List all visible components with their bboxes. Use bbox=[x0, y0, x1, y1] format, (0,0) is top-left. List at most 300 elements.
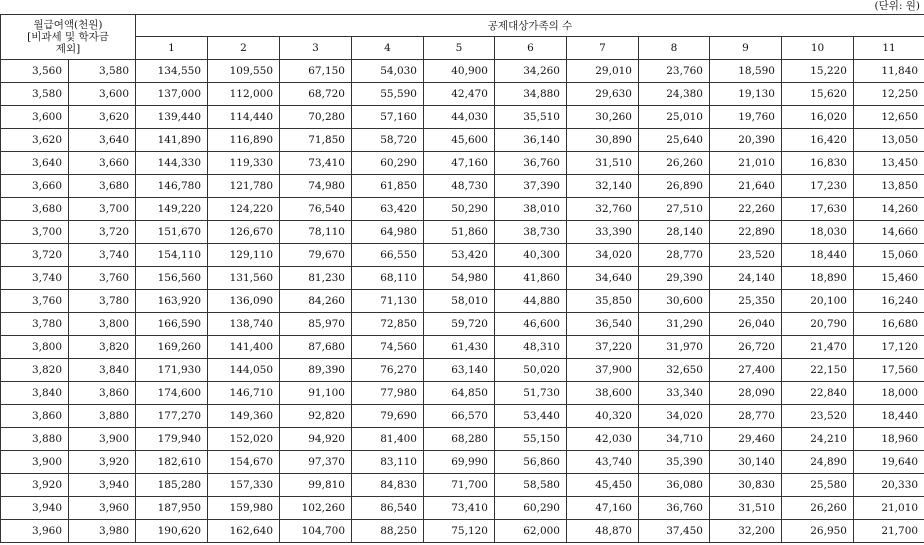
salary-to-cell: 3,700 bbox=[69, 198, 136, 221]
tax-amount-cell: 119,330 bbox=[208, 152, 280, 175]
tax-amount-cell: 22,890 bbox=[710, 221, 782, 244]
tax-amount-cell: 63,420 bbox=[352, 198, 424, 221]
tax-amount-cell: 16,020 bbox=[782, 106, 854, 129]
tax-amount-cell: 36,080 bbox=[639, 474, 710, 497]
tax-amount-cell: 86,540 bbox=[352, 497, 424, 520]
tax-amount-cell: 36,540 bbox=[567, 313, 639, 336]
salary-to-cell: 3,720 bbox=[69, 221, 136, 244]
tax-amount-cell: 187,950 bbox=[136, 497, 208, 520]
tax-amount-cell: 141,890 bbox=[136, 129, 208, 152]
salary-from-cell: 3,620 bbox=[1, 129, 69, 152]
tax-amount-cell: 144,050 bbox=[208, 359, 280, 382]
salary-from-cell: 3,700 bbox=[1, 221, 69, 244]
tax-amount-cell: 31,510 bbox=[710, 497, 782, 520]
tax-amount-cell: 30,890 bbox=[567, 129, 639, 152]
tax-amount-cell: 76,540 bbox=[280, 198, 352, 221]
tax-amount-cell: 34,880 bbox=[495, 83, 567, 106]
tax-amount-cell: 36,760 bbox=[639, 497, 710, 520]
tax-amount-cell: 91,100 bbox=[280, 382, 352, 405]
tax-amount-cell: 114,440 bbox=[208, 106, 280, 129]
salary-to-cell: 3,980 bbox=[69, 520, 136, 543]
tax-amount-cell: 116,890 bbox=[208, 129, 280, 152]
tax-amount-cell: 177,270 bbox=[136, 405, 208, 428]
salary-from-cell: 3,580 bbox=[1, 83, 69, 106]
tax-amount-cell: 38,600 bbox=[567, 382, 639, 405]
tax-amount-cell: 70,280 bbox=[280, 106, 352, 129]
tax-amount-cell: 18,030 bbox=[782, 221, 854, 244]
tax-amount-cell: 144,330 bbox=[136, 152, 208, 175]
tax-amount-cell: 24,210 bbox=[782, 428, 854, 451]
tax-amount-cell: 42,470 bbox=[424, 83, 495, 106]
tax-amount-cell: 35,850 bbox=[567, 290, 639, 313]
tax-amount-cell: 34,020 bbox=[567, 244, 639, 267]
salary-to-cell: 3,740 bbox=[69, 244, 136, 267]
tax-amount-cell: 12,650 bbox=[854, 106, 924, 129]
tax-amount-cell: 24,140 bbox=[710, 267, 782, 290]
tax-amount-cell: 67,150 bbox=[280, 60, 352, 83]
table-row bbox=[1, 175, 924, 198]
unit-label: (단위: 원) bbox=[874, 0, 920, 12]
tax-amount-cell: 28,770 bbox=[710, 405, 782, 428]
tax-amount-cell: 72,850 bbox=[352, 313, 424, 336]
salary-to-cell: 3,580 bbox=[69, 60, 136, 83]
tax-amount-cell: 61,850 bbox=[352, 175, 424, 198]
salary-to-cell: 3,940 bbox=[69, 474, 136, 497]
salary-from-cell: 3,920 bbox=[1, 474, 69, 497]
salary-to-cell: 3,800 bbox=[69, 313, 136, 336]
tax-amount-cell: 55,150 bbox=[495, 428, 567, 451]
tax-amount-cell: 32,140 bbox=[567, 175, 639, 198]
tax-amount-cell: 63,140 bbox=[424, 359, 495, 382]
table-row bbox=[1, 336, 924, 359]
salary-to-cell: 3,840 bbox=[69, 359, 136, 382]
salary-to-cell: 3,920 bbox=[69, 451, 136, 474]
tax-amount-cell: 151,670 bbox=[136, 221, 208, 244]
tax-amount-cell: 26,260 bbox=[639, 152, 710, 175]
tax-amount-cell: 26,260 bbox=[782, 497, 854, 520]
tax-amount-cell: 104,700 bbox=[280, 520, 352, 543]
tax-amount-cell: 34,710 bbox=[639, 428, 710, 451]
tax-amount-cell: 15,460 bbox=[854, 267, 924, 290]
salary-from-cell: 3,840 bbox=[1, 382, 69, 405]
tax-amount-cell: 149,360 bbox=[208, 405, 280, 428]
tax-amount-cell: 16,420 bbox=[782, 129, 854, 152]
tax-amount-cell: 77,980 bbox=[352, 382, 424, 405]
salary-from-cell: 3,740 bbox=[1, 267, 69, 290]
tax-amount-cell: 21,470 bbox=[782, 336, 854, 359]
salary-from-cell: 3,600 bbox=[1, 106, 69, 129]
tax-amount-cell: 76,270 bbox=[352, 359, 424, 382]
salary-from-cell: 3,800 bbox=[1, 336, 69, 359]
tax-amount-cell: 48,310 bbox=[495, 336, 567, 359]
tax-amount-cell: 149,220 bbox=[136, 198, 208, 221]
tax-amount-cell: 131,560 bbox=[208, 267, 280, 290]
table-row bbox=[1, 198, 924, 221]
tax-amount-cell: 138,740 bbox=[208, 313, 280, 336]
tax-amount-cell: 16,830 bbox=[782, 152, 854, 175]
tax-amount-cell: 73,410 bbox=[424, 497, 495, 520]
salary-from-cell: 3,940 bbox=[1, 497, 69, 520]
table-row bbox=[1, 520, 924, 543]
tax-amount-cell: 44,880 bbox=[495, 290, 567, 313]
tax-amount-cell: 92,820 bbox=[280, 405, 352, 428]
tax-amount-cell: 31,510 bbox=[567, 152, 639, 175]
tax-amount-cell: 60,290 bbox=[495, 497, 567, 520]
tax-amount-cell: 40,300 bbox=[495, 244, 567, 267]
salary-from-cell: 3,900 bbox=[1, 451, 69, 474]
tax-amount-cell: 37,450 bbox=[639, 520, 710, 543]
tax-amount-cell: 64,850 bbox=[424, 382, 495, 405]
tax-amount-cell: 66,570 bbox=[424, 405, 495, 428]
salary-from-cell: 3,960 bbox=[1, 520, 69, 543]
salary-to-cell: 3,660 bbox=[69, 152, 136, 175]
dependents-count-header: 4 bbox=[352, 37, 424, 60]
salary-range-header bbox=[1, 15, 136, 60]
tax-amount-cell: 68,280 bbox=[424, 428, 495, 451]
tax-amount-cell: 21,640 bbox=[710, 175, 782, 198]
tax-amount-cell: 18,440 bbox=[854, 405, 924, 428]
tax-amount-cell: 32,200 bbox=[710, 520, 782, 543]
salary-to-cell: 3,680 bbox=[69, 175, 136, 198]
tax-amount-cell: 85,970 bbox=[280, 313, 352, 336]
tax-amount-cell: 37,390 bbox=[495, 175, 567, 198]
tax-amount-cell: 19,760 bbox=[710, 106, 782, 129]
tax-amount-cell: 53,420 bbox=[424, 244, 495, 267]
tax-amount-cell: 21,700 bbox=[854, 520, 924, 543]
tax-amount-cell: 59,720 bbox=[424, 313, 495, 336]
tax-amount-cell: 74,980 bbox=[280, 175, 352, 198]
tax-amount-cell: 11,840 bbox=[854, 60, 924, 83]
tax-amount-cell: 31,970 bbox=[639, 336, 710, 359]
tax-amount-cell: 124,220 bbox=[208, 198, 280, 221]
tax-amount-cell: 37,900 bbox=[567, 359, 639, 382]
table-row bbox=[1, 313, 924, 336]
tax-amount-cell: 33,390 bbox=[567, 221, 639, 244]
tax-amount-cell: 112,000 bbox=[208, 83, 280, 106]
tax-amount-cell: 25,350 bbox=[710, 290, 782, 313]
tax-amount-cell: 26,720 bbox=[710, 336, 782, 359]
tax-amount-cell: 18,000 bbox=[854, 382, 924, 405]
tax-amount-cell: 31,290 bbox=[639, 313, 710, 336]
tax-amount-cell: 58,010 bbox=[424, 290, 495, 313]
dependents-header: 공제대상가족의 수 bbox=[136, 15, 924, 37]
tax-amount-cell: 18,590 bbox=[710, 60, 782, 83]
tax-amount-cell: 19,130 bbox=[710, 83, 782, 106]
salary-head-line: [비과세 및 학자금 bbox=[27, 31, 109, 43]
tax-amount-cell: 55,590 bbox=[352, 83, 424, 106]
tax-amount-cell: 54,980 bbox=[424, 267, 495, 290]
tax-amount-cell: 40,320 bbox=[567, 405, 639, 428]
tax-amount-cell: 73,410 bbox=[280, 152, 352, 175]
salary-from-cell: 3,660 bbox=[1, 175, 69, 198]
salary-from-cell: 3,760 bbox=[1, 290, 69, 313]
tax-amount-cell: 109,550 bbox=[208, 60, 280, 83]
tax-amount-cell: 50,290 bbox=[424, 198, 495, 221]
salary-to-cell: 3,820 bbox=[69, 336, 136, 359]
tax-amount-cell: 60,290 bbox=[352, 152, 424, 175]
tax-amount-cell: 53,440 bbox=[495, 405, 567, 428]
tax-amount-cell: 26,890 bbox=[639, 175, 710, 198]
tax-amount-cell: 42,030 bbox=[567, 428, 639, 451]
tax-amount-cell: 34,260 bbox=[495, 60, 567, 83]
salary-from-cell: 3,640 bbox=[1, 152, 69, 175]
tax-amount-cell: 62,000 bbox=[495, 520, 567, 543]
salary-to-cell: 3,640 bbox=[69, 129, 136, 152]
tax-amount-cell: 32,760 bbox=[567, 198, 639, 221]
table-row bbox=[1, 428, 924, 451]
tax-amount-cell: 156,560 bbox=[136, 267, 208, 290]
tax-amount-cell: 22,260 bbox=[710, 198, 782, 221]
salary-from-cell: 3,860 bbox=[1, 405, 69, 428]
tax-amount-cell: 17,120 bbox=[854, 336, 924, 359]
tax-amount-cell: 20,790 bbox=[782, 313, 854, 336]
tax-amount-cell: 23,520 bbox=[710, 244, 782, 267]
tax-amount-cell: 20,330 bbox=[854, 474, 924, 497]
tax-amount-cell: 64,980 bbox=[352, 221, 424, 244]
tax-amount-cell: 16,240 bbox=[854, 290, 924, 313]
tax-amount-cell: 15,620 bbox=[782, 83, 854, 106]
table-row bbox=[1, 451, 924, 474]
tax-amount-cell: 29,390 bbox=[639, 267, 710, 290]
tax-amount-cell: 171,930 bbox=[136, 359, 208, 382]
tax-amount-cell: 146,780 bbox=[136, 175, 208, 198]
tax-amount-cell: 137,000 bbox=[136, 83, 208, 106]
salary-from-cell: 3,780 bbox=[1, 313, 69, 336]
tax-amount-cell: 146,710 bbox=[208, 382, 280, 405]
tax-amount-cell: 87,680 bbox=[280, 336, 352, 359]
tax-amount-cell: 34,020 bbox=[639, 405, 710, 428]
tax-amount-cell: 19,640 bbox=[854, 451, 924, 474]
tax-amount-cell: 30,140 bbox=[710, 451, 782, 474]
salary-to-cell: 3,760 bbox=[69, 267, 136, 290]
tax-amount-cell: 81,230 bbox=[280, 267, 352, 290]
dependents-count-header: 10 bbox=[782, 37, 854, 60]
salary-to-cell: 3,900 bbox=[69, 428, 136, 451]
salary-head-line: 제외] bbox=[55, 43, 81, 55]
tax-amount-cell: 20,390 bbox=[710, 129, 782, 152]
salary-to-cell: 3,860 bbox=[69, 382, 136, 405]
salary-from-cell: 3,680 bbox=[1, 198, 69, 221]
table-row bbox=[1, 152, 924, 175]
tax-amount-cell: 162,640 bbox=[208, 520, 280, 543]
tax-amount-cell: 13,450 bbox=[854, 152, 924, 175]
salary-to-cell: 3,780 bbox=[69, 290, 136, 313]
tax-amount-cell: 28,140 bbox=[639, 221, 710, 244]
tax-amount-cell: 56,860 bbox=[495, 451, 567, 474]
tax-amount-cell: 26,040 bbox=[710, 313, 782, 336]
tax-amount-cell: 154,670 bbox=[208, 451, 280, 474]
dependents-count-header: 6 bbox=[495, 37, 567, 60]
tax-amount-cell: 81,400 bbox=[352, 428, 424, 451]
tax-amount-cell: 71,850 bbox=[280, 129, 352, 152]
table-row bbox=[1, 474, 924, 497]
tax-amount-cell: 136,090 bbox=[208, 290, 280, 313]
salary-to-cell: 3,880 bbox=[69, 405, 136, 428]
tax-amount-cell: 139,440 bbox=[136, 106, 208, 129]
tax-amount-cell: 51,730 bbox=[495, 382, 567, 405]
tax-amount-cell: 71,130 bbox=[352, 290, 424, 313]
tax-amount-cell: 22,150 bbox=[782, 359, 854, 382]
tax-amount-cell: 33,340 bbox=[639, 382, 710, 405]
tax-amount-cell: 36,140 bbox=[495, 129, 567, 152]
tax-amount-cell: 78,110 bbox=[280, 221, 352, 244]
tax-amount-cell: 16,680 bbox=[854, 313, 924, 336]
tax-amount-cell: 102,260 bbox=[280, 497, 352, 520]
tax-amount-cell: 25,640 bbox=[639, 129, 710, 152]
tax-amount-cell: 97,370 bbox=[280, 451, 352, 474]
tax-amount-cell: 22,840 bbox=[782, 382, 854, 405]
tax-amount-cell: 13,850 bbox=[854, 175, 924, 198]
tax-amount-cell: 38,730 bbox=[495, 221, 567, 244]
table-row bbox=[1, 290, 924, 313]
tax-amount-cell: 48,730 bbox=[424, 175, 495, 198]
tax-amount-cell: 14,260 bbox=[854, 198, 924, 221]
tax-amount-cell: 17,630 bbox=[782, 198, 854, 221]
salary-from-cell: 3,880 bbox=[1, 428, 69, 451]
table-row bbox=[1, 382, 924, 405]
tax-amount-cell: 157,330 bbox=[208, 474, 280, 497]
tax-amount-cell: 37,220 bbox=[567, 336, 639, 359]
salary-to-cell: 3,960 bbox=[69, 497, 136, 520]
tax-amount-cell: 38,010 bbox=[495, 198, 567, 221]
tax-amount-cell: 29,010 bbox=[567, 60, 639, 83]
table-header bbox=[1, 15, 924, 60]
tax-amount-cell: 182,610 bbox=[136, 451, 208, 474]
tax-amount-cell: 21,010 bbox=[854, 497, 924, 520]
tax-amount-cell: 99,810 bbox=[280, 474, 352, 497]
tax-amount-cell: 69,990 bbox=[424, 451, 495, 474]
tax-amount-cell: 190,620 bbox=[136, 520, 208, 543]
tax-amount-cell: 94,920 bbox=[280, 428, 352, 451]
tax-amount-cell: 51,860 bbox=[424, 221, 495, 244]
table-row bbox=[1, 106, 924, 129]
tax-amount-cell: 121,780 bbox=[208, 175, 280, 198]
tax-amount-cell: 152,020 bbox=[208, 428, 280, 451]
tax-amount-cell: 27,510 bbox=[639, 198, 710, 221]
dependents-count-header: 9 bbox=[710, 37, 782, 60]
salary-to-cell: 3,620 bbox=[69, 106, 136, 129]
tax-amount-cell: 84,260 bbox=[280, 290, 352, 313]
tax-amount-cell: 45,600 bbox=[424, 129, 495, 152]
tax-amount-cell: 30,260 bbox=[567, 106, 639, 129]
tax-amount-cell: 74,560 bbox=[352, 336, 424, 359]
tax-amount-cell: 14,660 bbox=[854, 221, 924, 244]
salary-head-line: 월급여액(천원) bbox=[33, 19, 103, 31]
tax-amount-cell: 185,280 bbox=[136, 474, 208, 497]
tax-amount-cell: 25,010 bbox=[639, 106, 710, 129]
tax-amount-cell: 17,560 bbox=[854, 359, 924, 382]
tax-amount-cell: 32,650 bbox=[639, 359, 710, 382]
tax-amount-cell: 89,390 bbox=[280, 359, 352, 382]
tax-amount-cell: 66,550 bbox=[352, 244, 424, 267]
tax-amount-cell: 46,600 bbox=[495, 313, 567, 336]
tax-amount-cell: 58,720 bbox=[352, 129, 424, 152]
tax-amount-cell: 61,430 bbox=[424, 336, 495, 359]
tax-amount-cell: 15,060 bbox=[854, 244, 924, 267]
tax-amount-cell: 13,050 bbox=[854, 129, 924, 152]
tax-amount-cell: 35,390 bbox=[639, 451, 710, 474]
tax-amount-cell: 18,960 bbox=[854, 428, 924, 451]
tax-amount-cell: 126,670 bbox=[208, 221, 280, 244]
dependents-count-header: 1 bbox=[136, 37, 208, 60]
table-row bbox=[1, 267, 924, 290]
salary-to-cell: 3,600 bbox=[69, 83, 136, 106]
tax-amount-cell: 29,630 bbox=[567, 83, 639, 106]
tax-amount-cell: 88,250 bbox=[352, 520, 424, 543]
tax-amount-cell: 174,600 bbox=[136, 382, 208, 405]
tax-amount-cell: 84,830 bbox=[352, 474, 424, 497]
tax-amount-cell: 154,110 bbox=[136, 244, 208, 267]
tax-amount-cell: 23,520 bbox=[782, 405, 854, 428]
tax-amount-cell: 45,450 bbox=[567, 474, 639, 497]
tax-amount-cell: 41,860 bbox=[495, 267, 567, 290]
table-row bbox=[1, 60, 924, 83]
tax-amount-cell: 71,700 bbox=[424, 474, 495, 497]
tax-amount-cell: 58,580 bbox=[495, 474, 567, 497]
dependents-count-header: 3 bbox=[280, 37, 352, 60]
tax-amount-cell: 179,940 bbox=[136, 428, 208, 451]
tax-amount-cell: 18,440 bbox=[782, 244, 854, 267]
withholding-tax-table bbox=[0, 14, 924, 543]
tax-amount-cell: 24,890 bbox=[782, 451, 854, 474]
tax-amount-cell: 15,220 bbox=[782, 60, 854, 83]
tax-amount-cell: 57,160 bbox=[352, 106, 424, 129]
table-row bbox=[1, 221, 924, 244]
tax-amount-cell: 50,020 bbox=[495, 359, 567, 382]
salary-from-cell: 3,560 bbox=[1, 60, 69, 83]
tax-amount-cell: 68,110 bbox=[352, 267, 424, 290]
table-row bbox=[1, 129, 924, 152]
dependents-count-header: 5 bbox=[424, 37, 495, 60]
tax-amount-cell: 21,010 bbox=[710, 152, 782, 175]
table-row bbox=[1, 405, 924, 428]
tax-amount-cell: 17,230 bbox=[782, 175, 854, 198]
tax-amount-cell: 12,250 bbox=[854, 83, 924, 106]
tax-amount-cell: 35,510 bbox=[495, 106, 567, 129]
tax-amount-cell: 83,110 bbox=[352, 451, 424, 474]
tax-amount-cell: 34,640 bbox=[567, 267, 639, 290]
tax-amount-cell: 43,740 bbox=[567, 451, 639, 474]
tax-amount-cell: 30,600 bbox=[639, 290, 710, 313]
tax-amount-cell: 79,690 bbox=[352, 405, 424, 428]
dependents-count-header: 11 bbox=[854, 37, 924, 60]
tax-amount-cell: 25,580 bbox=[782, 474, 854, 497]
salary-from-cell: 3,820 bbox=[1, 359, 69, 382]
tax-amount-cell: 79,670 bbox=[280, 244, 352, 267]
tax-amount-cell: 75,120 bbox=[424, 520, 495, 543]
tax-amount-cell: 163,920 bbox=[136, 290, 208, 313]
tax-amount-cell: 48,870 bbox=[567, 520, 639, 543]
tax-amount-cell: 47,160 bbox=[424, 152, 495, 175]
tax-amount-cell: 28,770 bbox=[639, 244, 710, 267]
table-row bbox=[1, 497, 924, 520]
tax-amount-cell: 129,110 bbox=[208, 244, 280, 267]
tax-amount-cell: 141,400 bbox=[208, 336, 280, 359]
tax-amount-cell: 26,950 bbox=[782, 520, 854, 543]
tax-amount-cell: 20,100 bbox=[782, 290, 854, 313]
tax-amount-cell: 28,090 bbox=[710, 382, 782, 405]
table-row bbox=[1, 83, 924, 106]
tax-amount-cell: 166,590 bbox=[136, 313, 208, 336]
salary-from-cell: 3,720 bbox=[1, 244, 69, 267]
table-body bbox=[1, 60, 924, 543]
tax-amount-cell: 44,030 bbox=[424, 106, 495, 129]
tax-amount-cell: 24,380 bbox=[639, 83, 710, 106]
tax-amount-cell: 159,980 bbox=[208, 497, 280, 520]
table-row bbox=[1, 359, 924, 382]
dependents-count-header: 8 bbox=[639, 37, 710, 60]
tax-amount-cell: 169,260 bbox=[136, 336, 208, 359]
